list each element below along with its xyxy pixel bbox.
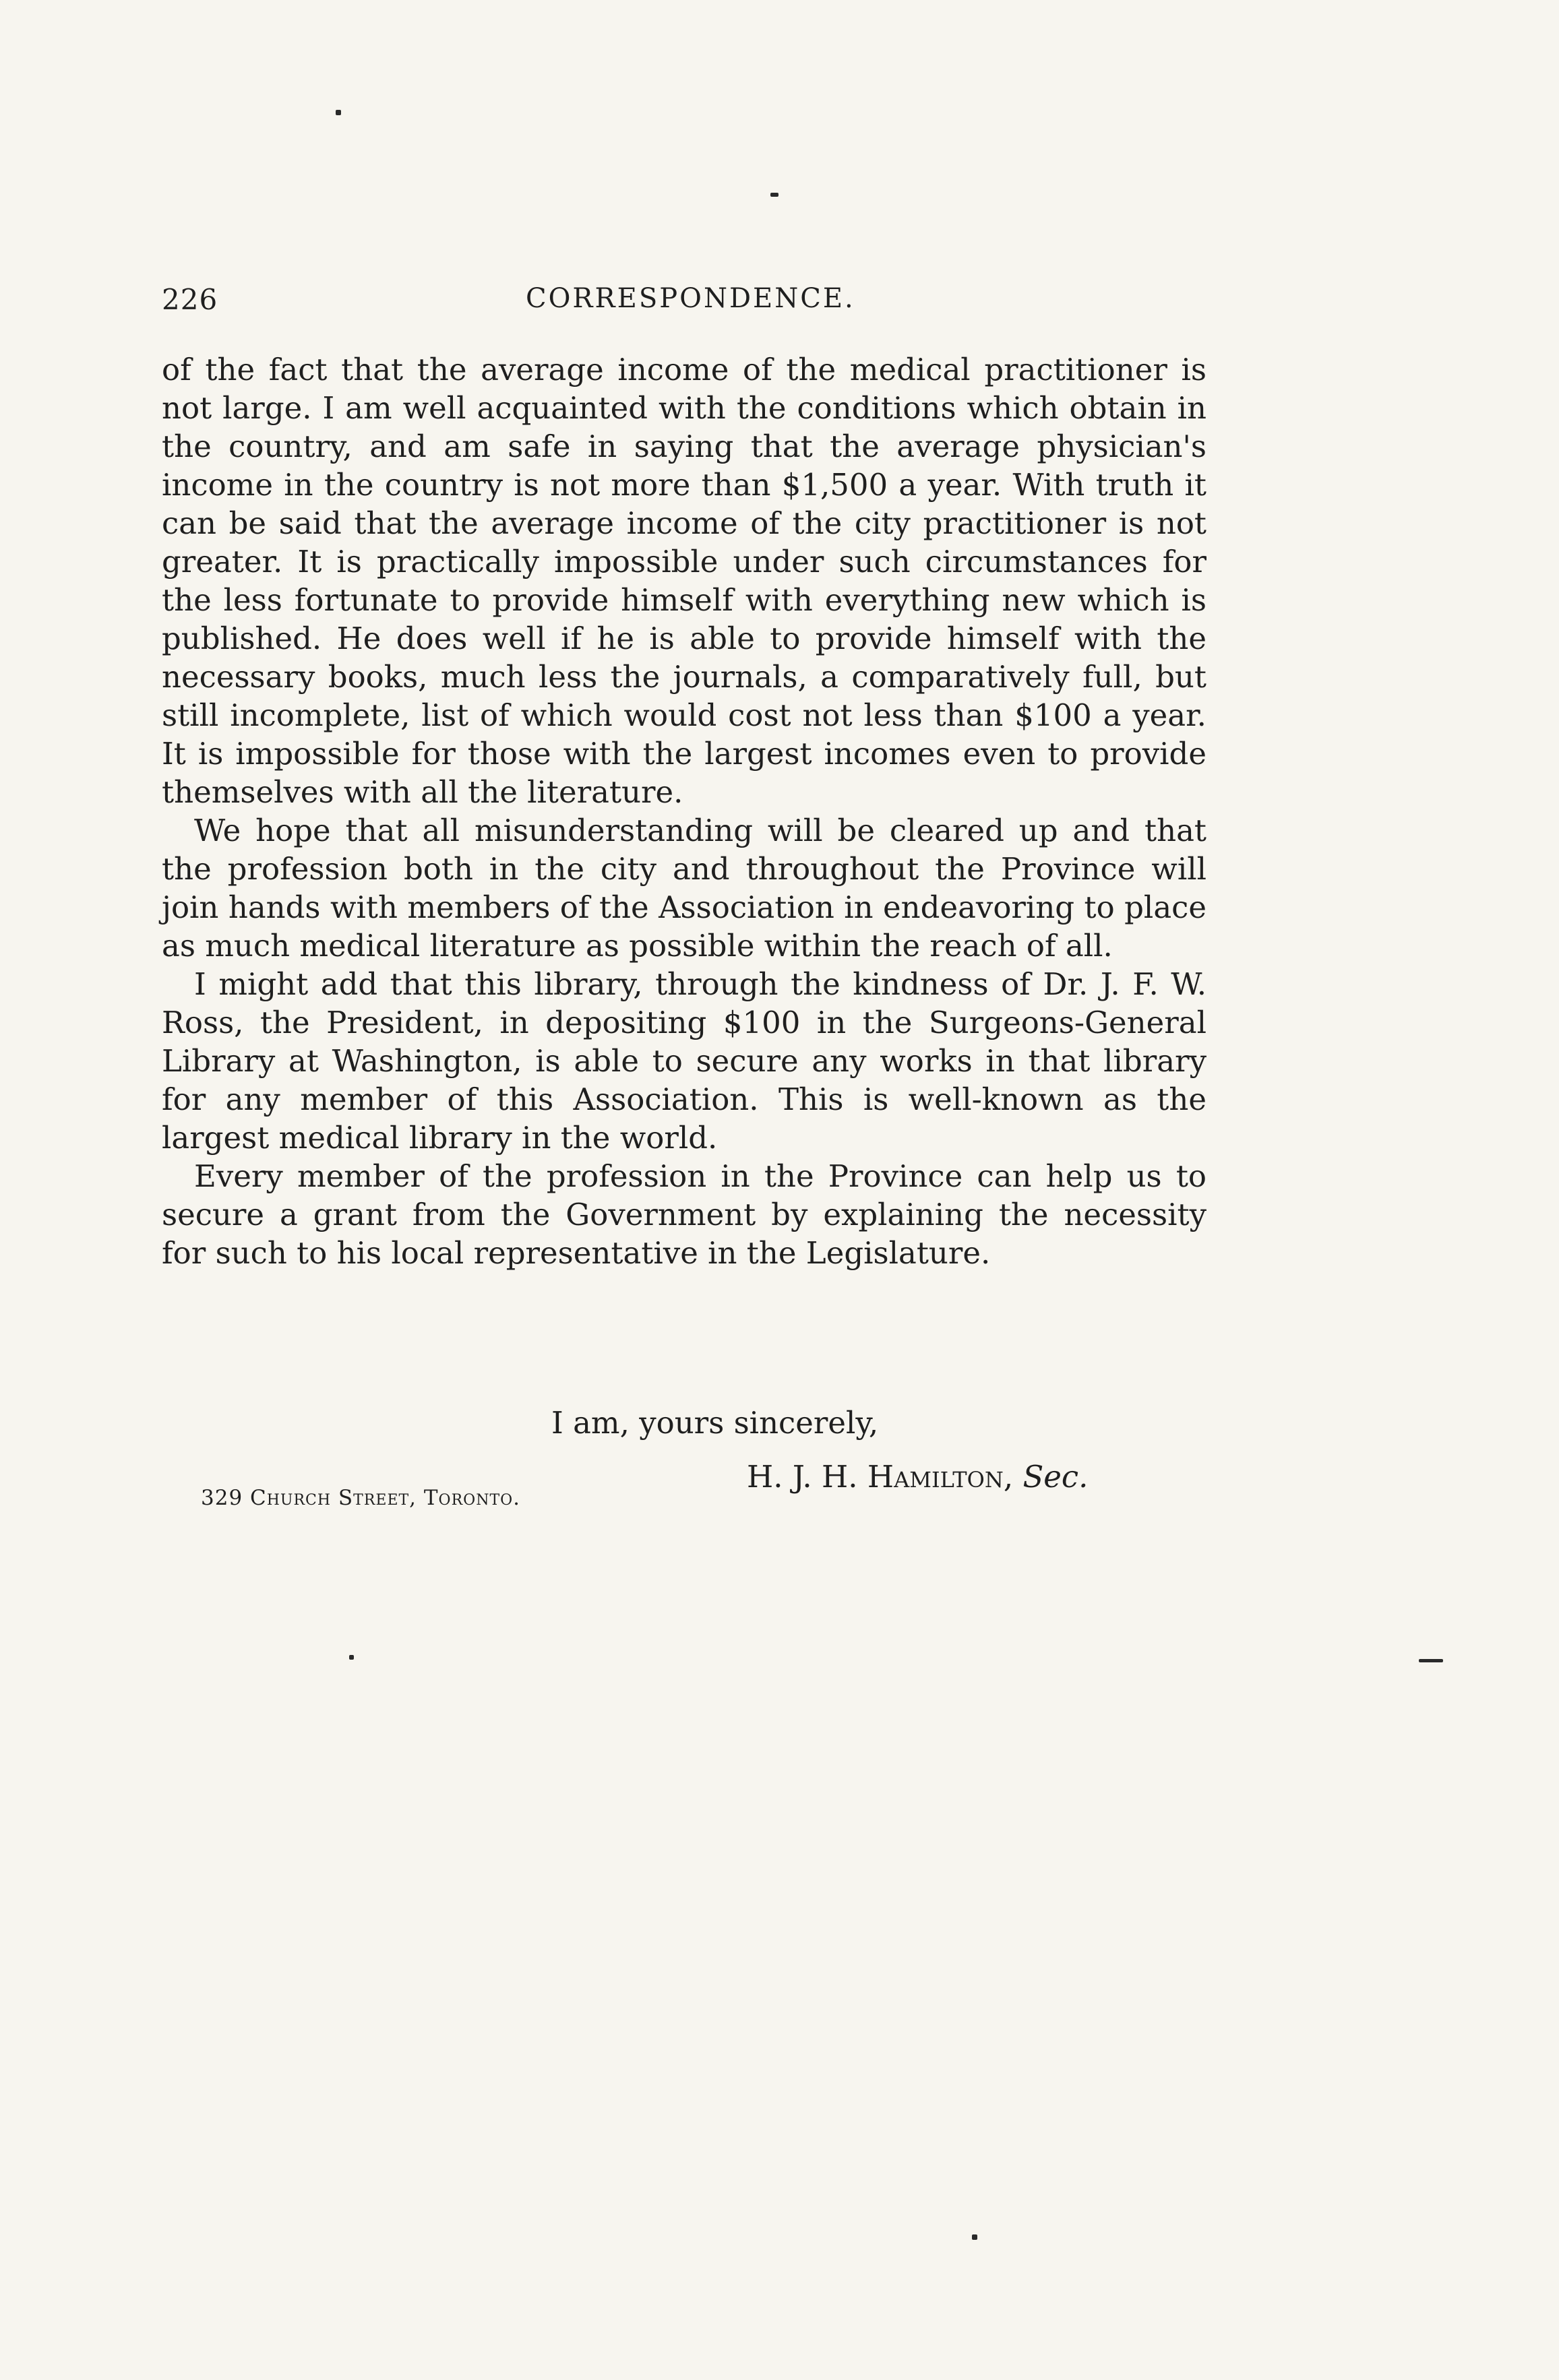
- signature-title: Sec.: [1022, 1459, 1089, 1495]
- scan-speck: [1419, 1659, 1443, 1662]
- paragraph-4: Every member of the profession in the Province can help us to secure a grant from the Government by explaining the necessity for such to his local representative in the Legislature.: [162, 1158, 1206, 1271]
- running-head: CORRESPONDENCE.: [526, 283, 855, 314]
- page-number: 226: [162, 283, 218, 316]
- scan-speck: [972, 2234, 977, 2240]
- signature-name: H. J. H. Hamilton,: [747, 1459, 1014, 1495]
- page-header: [162, 283, 1206, 323]
- sender-address: 329 Church Street, Toronto.: [201, 1486, 521, 1510]
- scan-speck: [349, 1655, 354, 1660]
- scan-speck: [336, 110, 341, 115]
- signature-line: [747, 1459, 1088, 1495]
- scan-speck: [770, 193, 778, 197]
- closing-line: I am, yours sincerely,: [551, 1405, 879, 1441]
- paragraph-2: We hope that all misunderstanding will be cleared up and that the profession both in the city and throughout the Province will join hands with members of the Association in endeavoring to place as much medical literature as possible within the reach of all.: [162, 813, 1206, 964]
- paragraph-3: I might add that this library, through the kindness of Dr. J. F. W. Ross, the President, in depositing $100 in the Surgeons-General Library at Washington, is able to secure any works in that library for any member of this Association. This is well-known as the largest medical library in the world.: [162, 966, 1206, 1156]
- paragraph-1: of the fact that the average income of the medical practitioner is not large. I am well acquainted with the conditions which obtain in the country, and am safe in saying that the average physician's income in the country is not more than $1,500 a year. With truth it can be said that the average income of the city practitioner is not greater. It is practically impossible under such circumstances for the less fortunate to provide himself with everything new which is published. He does well if he is able to provide himself with the necessary books, much less the journals, a comparatively full, but still incomplete, list of which would cost not less than $100 a year. It is impossible for those with the largest incomes even to provide themselves with all the literature.: [162, 352, 1206, 810]
- letter-body: [162, 350, 1206, 1272]
